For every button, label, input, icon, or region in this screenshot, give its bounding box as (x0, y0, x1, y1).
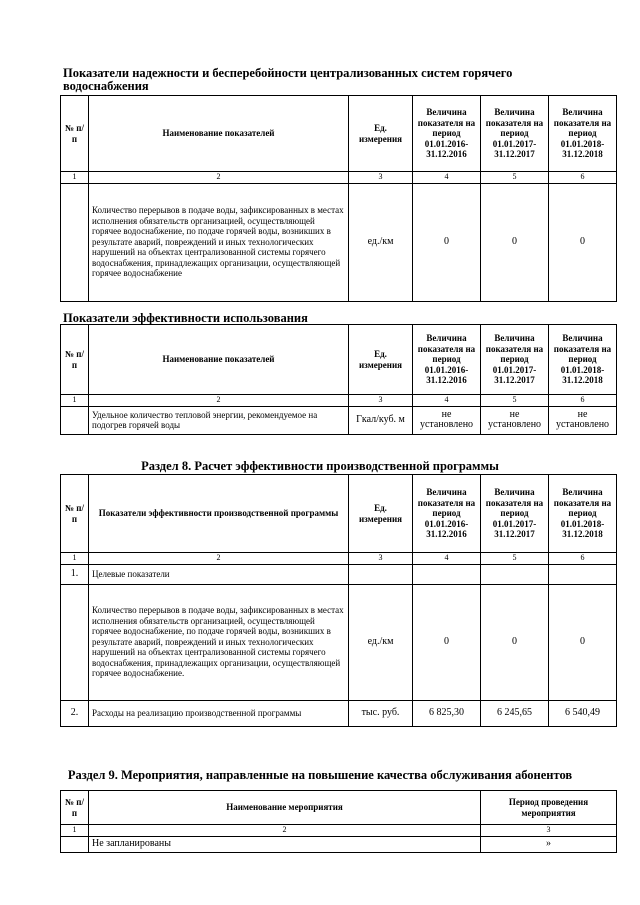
row-value-2017: 0 (481, 183, 549, 301)
row-name: Не запланированы (89, 836, 481, 852)
row-value-2016: 0 (413, 183, 481, 301)
header-measure-name: Наименование мероприятия (89, 791, 481, 825)
reliability-table (60, 95, 617, 302)
header-period-2018: Величина показателя на период 01.01.2018-31.12.2018 (549, 325, 617, 395)
column-number: 6 (549, 395, 617, 407)
efficiency-table (60, 324, 617, 435)
column-number: 5 (481, 172, 549, 184)
header-name: Показатели эффективности производственной программы (89, 475, 349, 553)
row-value-2016: 0 (413, 584, 481, 700)
row-unit: ед./км (349, 183, 413, 301)
row-unit: тыс. руб. (349, 700, 413, 726)
header-number: № п/п (61, 791, 89, 825)
row-name: Удельное количество тепловой энергии, рекомендуемое на подогрев горячей воды (89, 406, 349, 434)
row-number: 1. (61, 564, 89, 584)
header-period-2017: Величина показателя на период 01.01.2017-31.12.2017 (481, 325, 549, 395)
table-row (61, 183, 617, 301)
row-name: Количество перерывов в подаче воды, зафиксированных в местах исполнения обязательств организацией, осуществляющей горячее водоснабжение, по подаче горячей воды, возникших в результате аварий, повреждений и иных технологических нарушений на объектах централизованной системы горячего водоснабжения, принадлежащих организации, осуществляющей горячее водоснабжение. (89, 584, 349, 700)
row-value-2018: не установлено (549, 406, 617, 434)
header-period-2016: Величина показателя на период 01.01.2016-31.12.2016 (413, 475, 481, 553)
column-number: 2 (89, 825, 481, 837)
column-number: 2 (89, 172, 349, 184)
column-number: 3 (481, 825, 617, 837)
row-value-2017: 6 245,65 (481, 700, 549, 726)
column-number: 6 (549, 172, 617, 184)
column-number: 3 (349, 553, 413, 565)
column-number: 1 (61, 395, 89, 407)
row-unit: ед./км (349, 584, 413, 700)
header-number: № п/п (61, 325, 89, 395)
section-title-section-9: Раздел 9. Мероприятия, направленные на повышение качества обслуживания абонентов (67, 768, 573, 782)
row-number (61, 183, 89, 301)
table-row (61, 564, 617, 584)
header-unit: Ед. измерения (349, 96, 413, 172)
header-period-2016: Величина показателя на период 01.01.2016-31.12.2016 (413, 325, 481, 395)
header-unit: Ед. измерения (349, 475, 413, 553)
row-name: Количество перерывов в подаче воды, зафиксированных в местах исполнения обязательств организацией, осуществляющей горячее водоснабжение, по подаче горячей воды, возникших в результате аварий, повреждений и иных технологических нарушений на объектах централизованной системы горячего водоснабжения, принадлежащих организации, осуществляющей горячее водоснабжение (89, 183, 349, 301)
row-value-2017: не установлено (481, 406, 549, 434)
row-number: 2. (61, 700, 89, 726)
column-number: 3 (349, 172, 413, 184)
section-title-section-8: Раздел 8. Расчет эффективности производственной программы (141, 459, 499, 473)
column-number: 1 (61, 825, 89, 837)
header-number: № п/п (61, 475, 89, 553)
row-value-2018: 6 540,49 (549, 700, 617, 726)
header-period-2018: Величина показателя на период 01.01.2018-31.12.2018 (549, 96, 617, 172)
header-name: Наименование показателей (89, 96, 349, 172)
section-title-reliability: Показатели надежности и бесперебойности централизованных систем горячего водоснабжения (63, 66, 513, 93)
header-period: Период проведения мероприятия (481, 791, 617, 825)
column-number: 2 (89, 553, 349, 565)
column-number: 5 (481, 553, 549, 565)
row-unit: Гкал/куб. м (349, 406, 413, 434)
column-number: 2 (89, 395, 349, 407)
header-unit: Ед. измерения (349, 325, 413, 395)
row-value-2016: не установлено (413, 406, 481, 434)
column-number: 4 (413, 172, 481, 184)
column-number: 6 (549, 553, 617, 565)
table-row (61, 584, 617, 700)
row-value-2017: 0 (481, 584, 549, 700)
row-period: » (481, 836, 617, 852)
column-number: 3 (349, 395, 413, 407)
header-period-2018: Величина показателя на период 01.01.2018-31.12.2018 (549, 475, 617, 553)
section-title-efficiency: Показатели эффективности использования (63, 311, 308, 325)
row-name: Расходы на реализацию производственной программы (89, 700, 349, 726)
row-value-2016: 6 825,30 (413, 700, 481, 726)
table-row (61, 700, 617, 726)
row-number (61, 406, 89, 434)
column-number: 4 (413, 395, 481, 407)
row-value-2018: 0 (549, 183, 617, 301)
header-period-2016: Величина показателя на период 01.01.2016-31.12.2016 (413, 96, 481, 172)
column-number: 1 (61, 172, 89, 184)
header-number: № п/п (61, 96, 89, 172)
row-name: Целевые показатели (89, 564, 349, 584)
row-number (61, 836, 89, 852)
header-name: Наименование показателей (89, 325, 349, 395)
table-row (61, 836, 617, 852)
row-value-2018: 0 (549, 584, 617, 700)
header-period-2017: Величина показателя на период 01.01.2017-31.12.2017 (481, 96, 549, 172)
table-row (61, 406, 617, 434)
column-number: 5 (481, 395, 549, 407)
column-number: 1 (61, 553, 89, 565)
column-number: 4 (413, 553, 481, 565)
program-efficiency-table (60, 474, 617, 727)
measures-table (60, 790, 617, 853)
header-period-2017: Величина показателя на период 01.01.2017-31.12.2017 (481, 475, 549, 553)
